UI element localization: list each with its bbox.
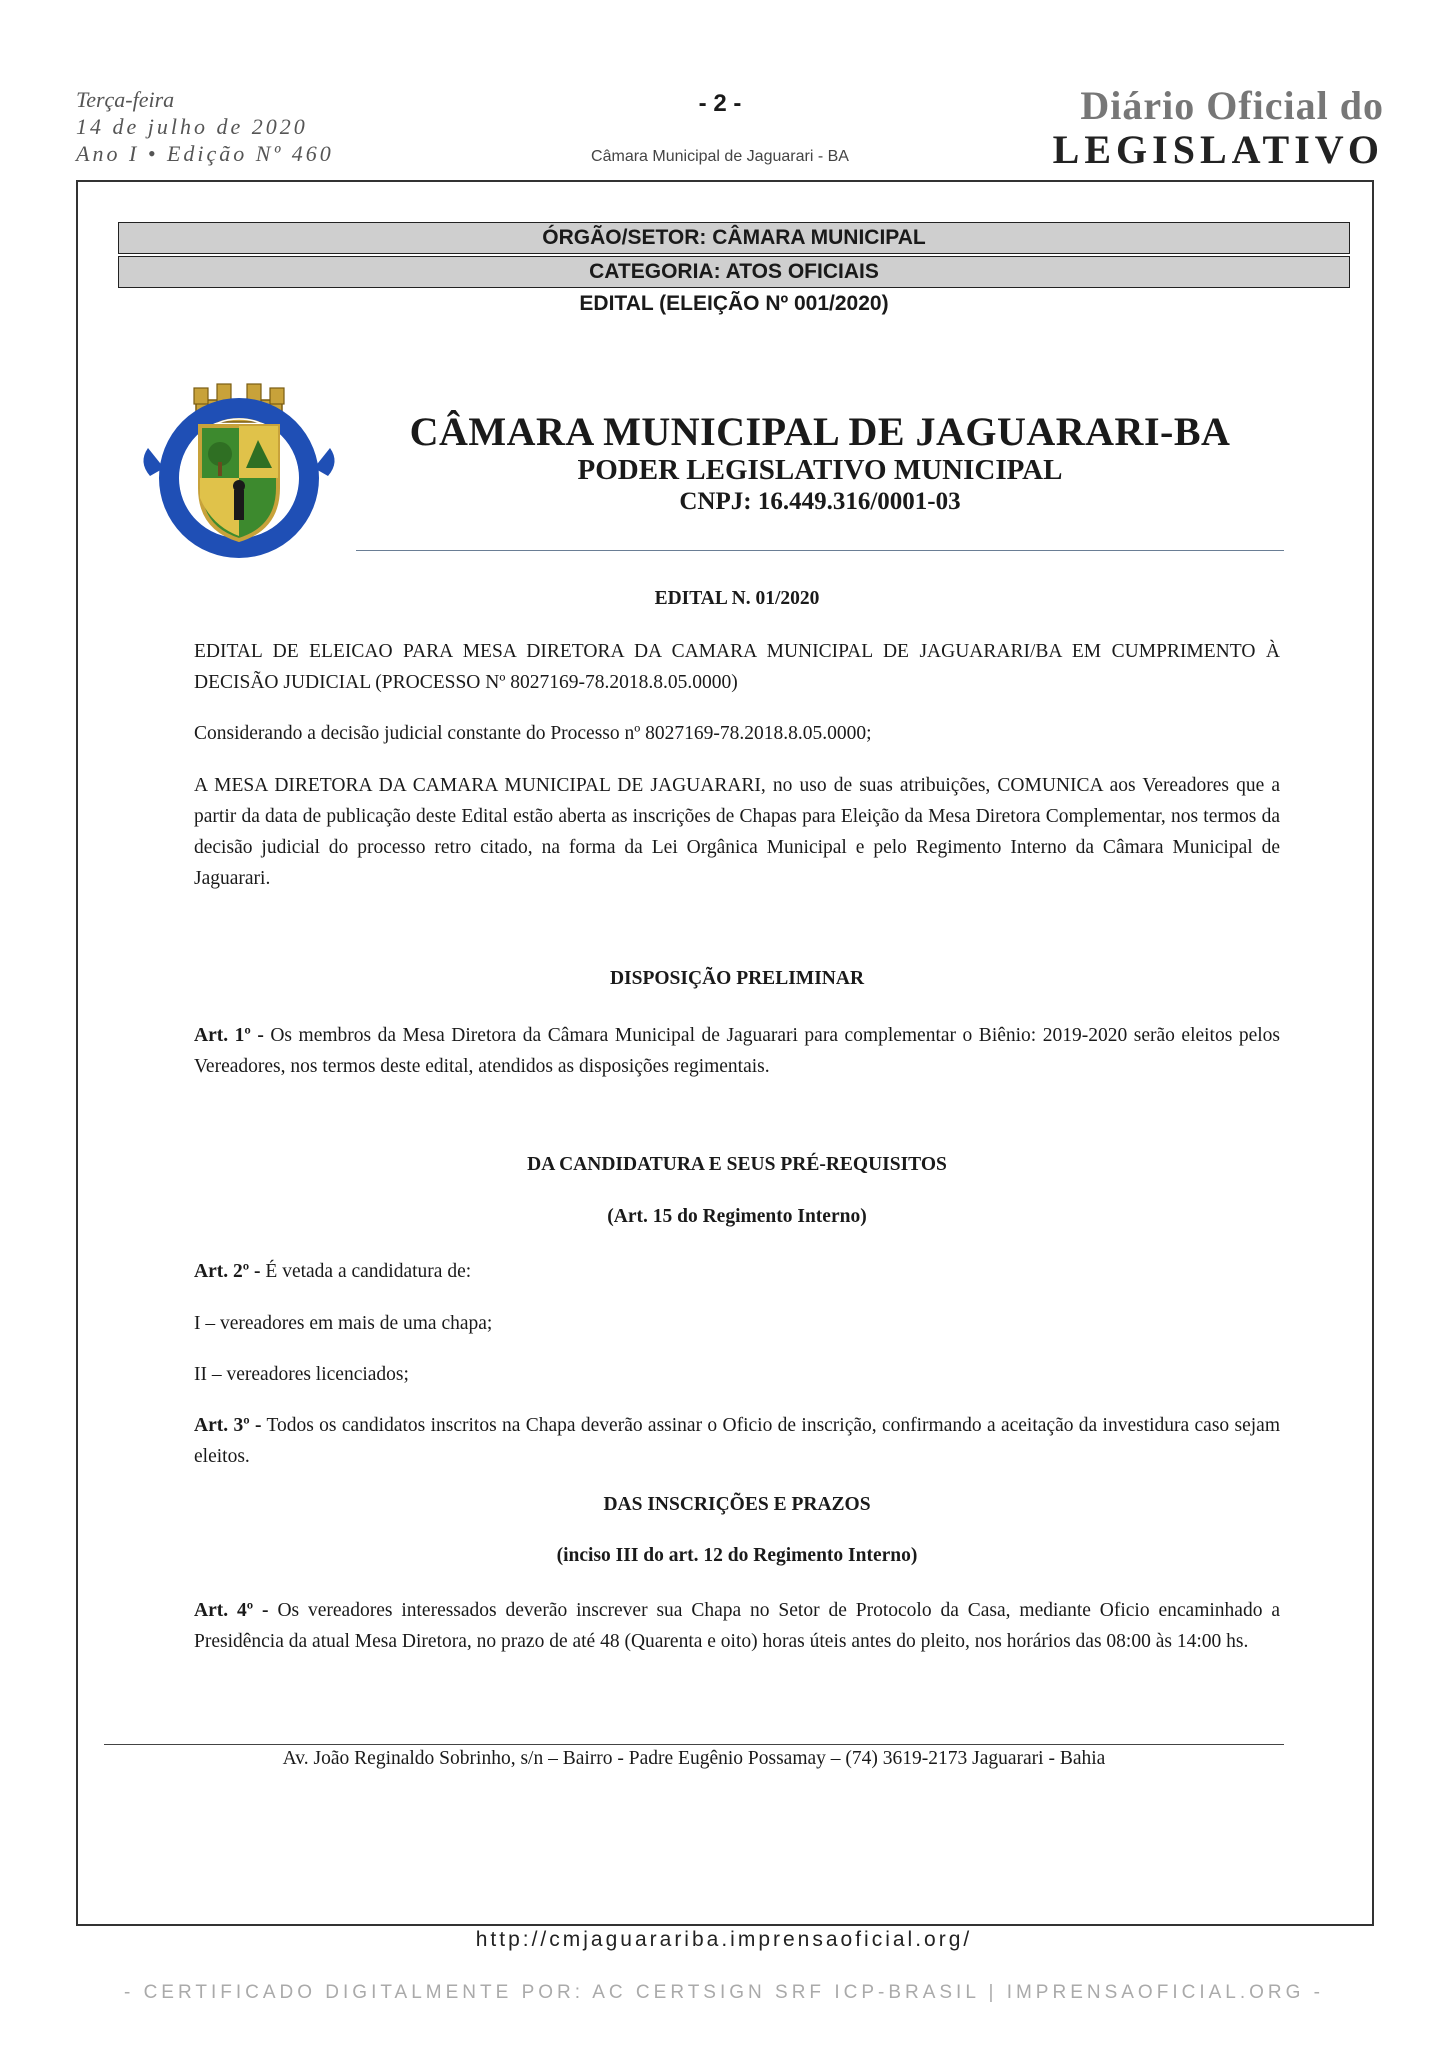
edital-number: EDITAL N. 01/2020	[654, 588, 820, 609]
edition-number: Ano I • Edição Nº 460	[76, 141, 334, 166]
certification-notice: - CERTIFICADO DIGITALMENTE POR: AC CERTSIGN SRF ICP-BRASIL | IMPRENSAOFICIAL.ORG -	[123, 1982, 1324, 2003]
article-1-label: Art. 1º -	[194, 1025, 264, 1046]
journal-title-line1: Diário Oficial do	[1080, 83, 1384, 128]
heading-candidatura-ref: (Art. 15 do Regimento Interno)	[607, 1206, 867, 1227]
heading-candidatura: DA CANDIDATURA E SEUS PRÉ-REQUISITOS	[527, 1154, 947, 1175]
article-2-item-2: II – vereadores licenciados;	[194, 1364, 409, 1385]
categoria-bar: CATEGORIA: ATOS OFICIAIS	[118, 256, 1350, 288]
article-2-label: Art. 2º -	[194, 1261, 261, 1282]
article-3-label: Art. 3º -	[194, 1415, 262, 1436]
heading-inscricoes: DAS INSCRIÇÕES E PRAZOS	[603, 1494, 871, 1515]
letterhead-divider	[356, 550, 1284, 551]
article-1	[194, 1020, 1280, 1082]
letterhead-title: CÂMARA MUNICIPAL DE JAGUARARI-BA	[409, 409, 1231, 454]
edital-intro: EDITAL DE ELEICAO PARA MESA DIRETORA DA CAMARA MUNICIPAL DE JAGUARARI/BA EM CUMPRIMENTO À DECISÃO JUDICIAL (PROCESSO Nº 8027169-78.2018.8.05.0000)	[194, 641, 1280, 693]
journal-title-line2: LEGISLATIVO	[1052, 127, 1384, 172]
considering-paragraph: Considerando a decisão judicial constante do Processo nº 8027169-78.2018.8.05.0000;	[194, 723, 872, 744]
heading-preliminar: DISPOSIÇÃO PRELIMINAR	[609, 968, 865, 989]
edital-reference: EDITAL (ELEIÇÃO Nº 001/2020)	[579, 292, 889, 315]
heading-inscricoes-ref: (inciso III do art. 12 do Regimento Interno)	[556, 1545, 918, 1566]
page-number: - 2 -	[698, 90, 742, 117]
publication-date: 14 de julho de 2020	[76, 114, 308, 139]
edition-info	[76, 86, 334, 167]
letterhead-cnpj: CNPJ: 16.449.316/0001-03	[679, 488, 961, 515]
weekday: Terça-feira	[76, 87, 175, 112]
article-3-text: Todos os candidatos inscritos na Chapa deverão assinar o Oficio de inscrição, confirmando a aceitação da investidura caso sejam eleitos.	[194, 1415, 1280, 1467]
page-info	[520, 90, 920, 166]
shield-icon	[200, 426, 278, 540]
article-1-text: Os membros da Mesa Diretora da Câmara Municipal de Jaguarari para complementar o Biênio: 2019-2020 serão eleitos pelos Vereadores, nos termos deste edital, atendidos as disposições regimentais.	[194, 1025, 1280, 1077]
article-2	[194, 1256, 1280, 1287]
website-link[interactable]: http://cmjaguarariba.imprensaoficial.org/	[475, 1928, 973, 1951]
article-2-item-1: I – vereadores em mais de uma chapa;	[194, 1313, 493, 1334]
letterhead-subtitle: PODER LEGISLATIVO MUNICIPAL	[577, 454, 1063, 486]
article-2-text: É vetada a candidatura de:	[260, 1261, 472, 1282]
article-3	[194, 1410, 1280, 1472]
journal-title	[1053, 84, 1384, 172]
article-4-text: Os vereadores interessados deverão inscrever sua Chapa no Setor de Protocolo da Casa, mediante Oficio encaminhado a Presidência da atual Mesa Diretora, no prazo de até 48 (Quarenta e oito) horas úteis antes do pleito, nos horários das 08:00 às 14:00 hs.	[194, 1600, 1280, 1652]
address-line: Av. João Reginaldo Sobrinho, s/n – Bairro - Padre Eugênio Possamay – (74) 3619-2173 Jaguarari - Bahia	[282, 1748, 1106, 1769]
article-4-label: Art. 4º -	[194, 1600, 269, 1621]
communication-paragraph: A MESA DIRETORA DA CAMARA MUNICIPAL DE JAGUARARI, no uso de suas atribuições, COMUNICA aos Vereadores que a partir da data de publicação deste Edital estão aberta as inscrições de Chapas para Eleição da Mesa Diretora Complementar, nos termos da decisão judicial do processo retro citado, na forma da Lei Orgânica Municipal e pelo Regimento Interno da Câmara Municipal de Jaguarari.	[194, 775, 1280, 889]
article-4	[194, 1595, 1280, 1657]
address-divider	[104, 1744, 1284, 1745]
municipal-crest-icon	[134, 378, 344, 558]
organization-name: Câmara Municipal de Jaguarari - BA	[591, 148, 849, 165]
orgao-bar: ÓRGÃO/SETOR: CÂMARA MUNICIPAL	[118, 222, 1350, 254]
